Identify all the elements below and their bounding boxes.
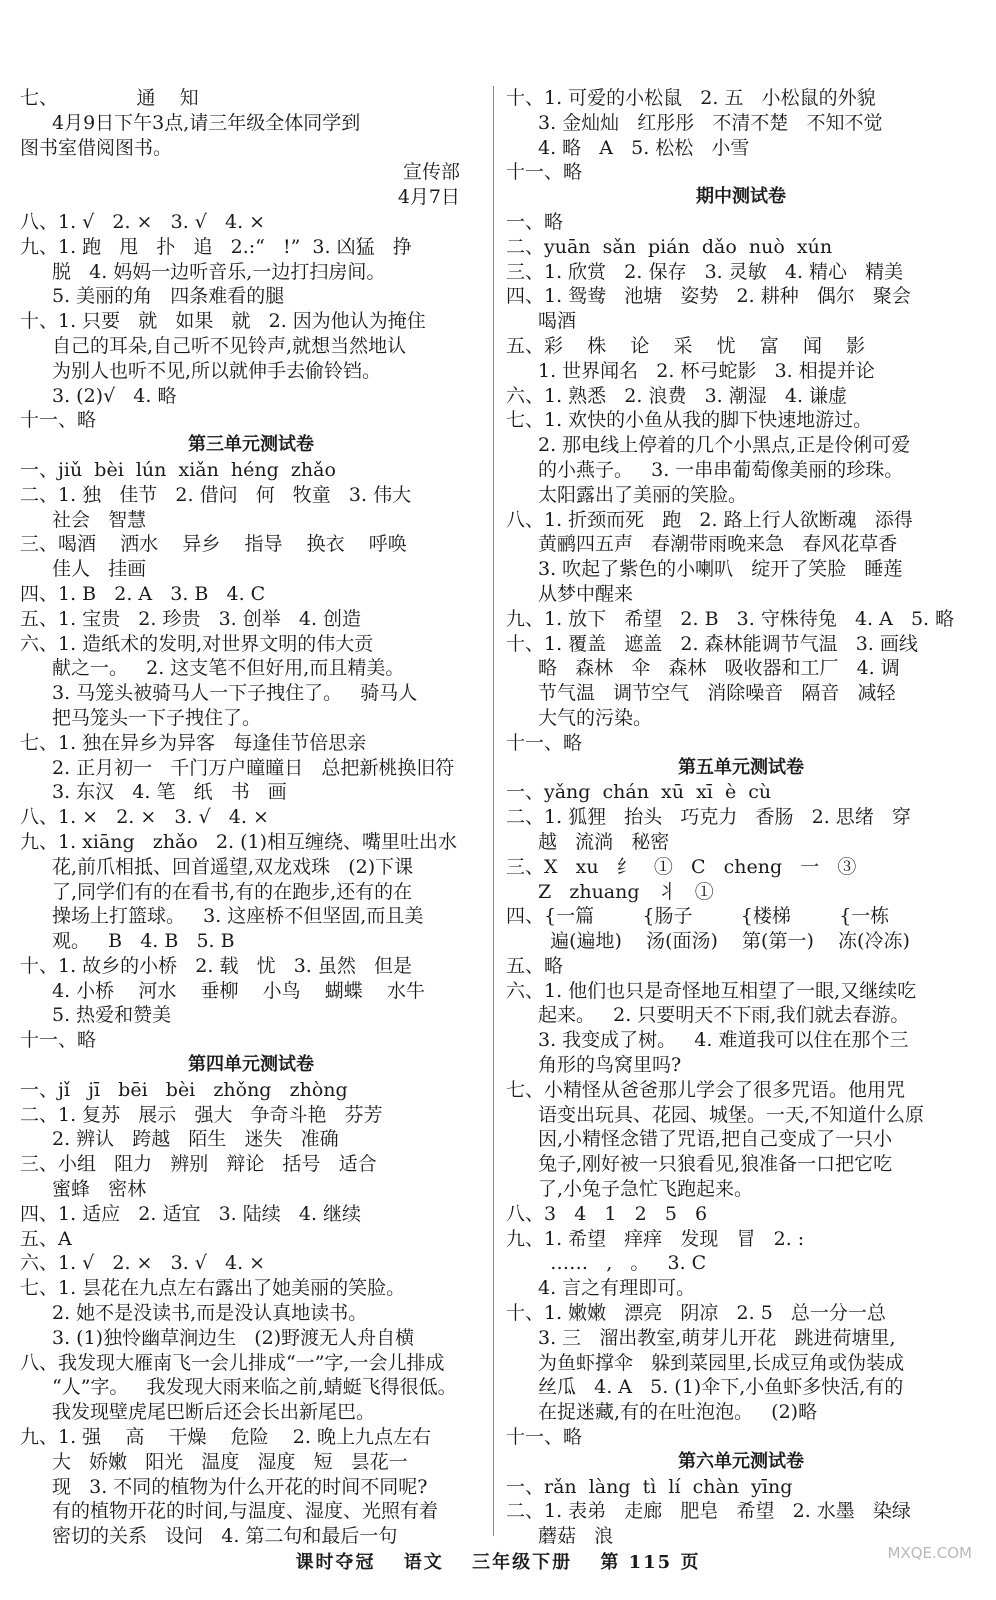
answer-line: 一、jǐ jī bēi bèi zhǒng zhòng — [20, 1078, 348, 1101]
answer-line: 七、1. 独在异乡为异客 每逢佳节倍思亲 — [20, 731, 367, 754]
answer-line: 3. 东汉 4. 笔 纸 书 画 — [52, 781, 287, 804]
answer-line: 4. 言之有理即可。 — [538, 1277, 696, 1300]
answer-line: 为鱼虾撑伞 躲到菜园里,长成豆角或伪装成 — [538, 1351, 905, 1374]
subject-label: 语文 — [403, 1552, 444, 1573]
answer-line: 的小燕子。 3. 一串串葡萄像美丽的珍珠。 — [538, 458, 904, 481]
answer-line: 八、我发现大雁南飞一会儿排成“一”字,一会儿排成 — [20, 1351, 445, 1374]
answer-line: 1. 世界闻名 2. 杯弓蛇影 3. 相提并论 — [538, 359, 875, 382]
answer-line: 图书室借阅图书。 — [20, 136, 173, 159]
answer-line: 六、1. 熟悉 2. 浪费 3. 潮湿 4. 谦虚 — [506, 384, 848, 407]
answer-line: 角形的鸟窝里吗? — [538, 1054, 682, 1077]
answer-line: 三、小组 阻力 辨别 辩论 括号 适合 — [20, 1153, 377, 1176]
answer-line: 观。 B 4. B 5. B — [52, 930, 235, 953]
watermark: MXQE.COM — [887, 1544, 972, 1562]
book-title: 课时夺冠 — [295, 1552, 376, 1573]
answer-line: 黄鹂四五声 春潮带雨晚来急 春风花草香 — [538, 533, 898, 556]
answer-line: 十、1. 只要 就 如果 就 2. 因为他认为掩住 — [20, 310, 426, 333]
answer-line: 把马笼头一下子拽住了。 — [52, 706, 262, 729]
answer-line: 蜜蜂 密林 — [52, 1178, 147, 1201]
answer-line: 四、1. B 2. A 3. B 4. C — [20, 582, 266, 605]
answer-line: 佳人 挂画 — [52, 558, 147, 581]
answer-line: 献之一。 2. 这支笔不但好用,而且精美。 — [52, 657, 405, 680]
answer-line: 大气的污染。 — [538, 706, 653, 729]
answer-line: 越 流淌 秘密 — [538, 830, 670, 853]
left-answer-column — [20, 86, 482, 1549]
answer-line: 九、1. 放下 希望 2. B 3. 守株待兔 4. A 5. 略 — [506, 607, 955, 630]
answer-line: 九、1. 强 高 干燥 危险 2. 晚上九点左右 — [20, 1426, 431, 1449]
answer-line: 我发现壁虎尾巴断后还会长出新尾巴。 — [52, 1401, 376, 1424]
answer-line: 十一、略 — [506, 731, 583, 754]
answer-line: Z zhuang 丬 ① — [538, 880, 714, 903]
answer-line: 花,前爪相抵、回首遥望,双龙戏珠 (2)下课 — [52, 855, 414, 878]
answer-line: 六、1. 他们也只是奇怪地互相望了一眼,又继续吃 — [506, 979, 917, 1002]
answer-line: 十一、略 — [20, 409, 97, 432]
answer-line: 八、1. × 2. × 3. √ 4. × — [20, 806, 269, 829]
answer-line: 5. 美丽的角 四条难看的腿 — [52, 285, 285, 308]
answer-line: 十、1. 嫩嫩 漂亮 阴凉 2. 5 总一分一总 — [506, 1302, 886, 1325]
answer-line: 一、yǎng chán xū xī è cù — [506, 781, 772, 804]
answer-line: 4月9日下午3点,请三年级全体同学到 — [52, 111, 361, 134]
answer-line: “人”字。 我发现大雨来临之前,蜻蜓飞得很低。 — [52, 1376, 457, 1399]
answer-line: 四、{一篇 {肠子 {楼梯 {一栋 — [506, 905, 890, 928]
answer-line: 了,同学们有的在看书,有的在跑步,还有的在 — [52, 880, 413, 903]
answer-line: 因,小精怪念错了咒语,把自己变成了一只小 — [538, 1128, 893, 1151]
answer-line: 喝酒 — [538, 310, 577, 333]
answer-line: 二、1. 狐狸 抬头 巧克力 香肠 2. 思绪 穿 — [506, 806, 911, 829]
answer-line: 二、yuān sǎn pián dǎo nuò xún — [506, 235, 833, 258]
answer-line: 四、1. 鸳鸯 池塘 姿势 2. 耕种 偶尔 聚会 — [506, 285, 911, 308]
answer-line: 六、1. √ 2. × 3. √ 4. × — [20, 1252, 266, 1275]
answer-line: 4. 小桥 河水 垂柳 小鸟 蝴蝶 水牛 — [52, 979, 425, 1002]
section-heading: 第四单元测试卷 — [188, 1054, 314, 1076]
answer-line: 2. 那电线上停着的几个小黑点,正是伶俐可爱 — [538, 434, 911, 457]
answer-line: 八、3 4 1 2 5 6 — [506, 1202, 708, 1225]
answer-line: 3. 三 溜出教室,萌芽儿开花 跳进荷塘里, — [538, 1326, 896, 1349]
answer-line: 3. (1)独怜幽草涧边生 (2)野渡无人舟自横 — [52, 1326, 415, 1349]
answer-line: 二、1. 独 佳节 2. 借问 何 牧童 3. 伟大 — [20, 483, 412, 506]
answer-line: 起来。 2. 只要明天不下雨,我们就去春游。 — [538, 1004, 910, 1027]
answer-line: 七、 通 知 — [20, 87, 199, 109]
answer-line: 从梦中醒来 — [538, 582, 634, 605]
answer-line: 密切的关系 设问 4. 第二句和最后一句 — [52, 1525, 398, 1548]
answer-line: 语变出玩具、花园、城堡。一天,不知道什么原 — [538, 1103, 925, 1126]
answer-line: 在捉迷藏,有的在吐泡泡。 (2)略 — [538, 1401, 818, 1424]
answer-line: 十、1. 覆盖 遮盖 2. 森林能调节气温 3. 画线 — [506, 632, 918, 655]
answer-line: 略 森林 伞 森林 吸收器和工厂 4. 调 — [538, 657, 900, 680]
answer-line: 2. 正月初一 千门万户曈曈日 总把新桃换旧符 — [52, 756, 455, 779]
answer-line: 十、1. 故乡的小桥 2. 载 忧 3. 虽然 但是 — [20, 954, 412, 977]
answer-line: 七、1. 欢快的小鱼从我的脚下快速地游过。 — [506, 409, 873, 432]
answer-line: 十一、略 — [506, 1426, 583, 1449]
answer-line: 一、rǎn làng tì lí chàn yīng — [506, 1475, 793, 1498]
answer-line: 4. 略 A 5. 松松 小雪 — [538, 136, 750, 159]
answer-line: 3. 吹起了紫色的小喇叭 绽开了笑脸 睡莲 — [538, 558, 903, 581]
answer-line: 五、彩 株 论 采 忧 富 闻 影 — [506, 334, 866, 357]
answer-line: 十一、略 — [20, 1029, 97, 1052]
answer-line: 宣传部 — [402, 161, 460, 184]
answer-line: 六、1. 造纸术的发明,对世界文明的伟大贡 — [20, 632, 374, 655]
answer-line: 3. (2)√ 4. 略 — [52, 384, 177, 407]
answer-line: 七、1. 昙花在九点左右露出了她美丽的笑脸。 — [20, 1277, 406, 1300]
answer-line: 三、1. 欣赏 2. 保存 3. 灵敏 4. 精心 精美 — [506, 260, 904, 283]
answer-line: 二、1. 表弟 走廊 肥皂 希望 2. 水墨 染绿 — [506, 1500, 911, 1523]
answer-line: 九、1. 希望 痒痒 发现 冒 2. : — [506, 1227, 805, 1250]
answer-line: 为别人也听不见,所以就伸手去偷铃铛。 — [52, 359, 382, 382]
answer-line: 一、jiǔ bèi lún xiǎn héng zhǎo — [20, 458, 336, 481]
answer-line: 八、1. 折颈而死 跑 2. 路上行人欲断魂 添得 — [506, 508, 913, 531]
column-divider — [493, 86, 494, 1536]
answer-line: 自己的耳朵,自己听不见铃声,就想当然地认 — [52, 334, 407, 357]
answer-line: 十、1. 可爱的小松鼠 2. 五 小松鼠的外貌 — [506, 87, 876, 109]
answer-line: 丝瓜 4. A 5. (1)伞下,小鱼虾多快活,有的 — [538, 1376, 904, 1399]
answer-line: 脱 4. 妈妈一边听音乐,一边打扫房间。 — [52, 260, 386, 283]
answer-line: 七、小精怪从爸爸那儿学会了很多咒语。他用咒 — [506, 1078, 906, 1101]
answer-line: 五、A — [20, 1227, 72, 1250]
answer-line: 十一、略 — [506, 161, 583, 184]
answer-line: 现 3. 不同的植物为什么开花的时间不同呢? — [52, 1475, 428, 1498]
page-footer — [0, 1548, 996, 1574]
answer-line: 太阳露出了美丽的笑脸。 — [538, 483, 748, 506]
answer-line: 5. 热爱和赞美 — [52, 1004, 172, 1027]
answer-line: 3. 我变成了树。 4. 难道我可以住在那个三 — [538, 1029, 909, 1052]
answer-line: 九、1. 跑 甩 扑 追 2.:“ !” 3. 凶猛 挣 — [20, 235, 412, 258]
answer-line: 节气温 调节空气 消除噪音 隔音 减轻 — [538, 682, 896, 705]
answer-line: 社会 智慧 — [52, 508, 147, 531]
answer-line: 4月7日 — [397, 186, 460, 209]
page-number: 第 115 页 — [600, 1552, 701, 1573]
section-heading: 期中测试卷 — [696, 186, 786, 208]
grade-label: 三年级下册 — [472, 1552, 573, 1573]
answer-line: 遍(遍地) 汤(面汤) 第(第一) 冻(冷冻) — [538, 930, 910, 953]
answer-line: 三、喝酒 洒水 异乡 指导 换衣 呼唤 — [20, 533, 407, 556]
answer-line: 操场上打篮球。 3. 这座桥不但坚固,而且美 — [52, 905, 424, 928]
answer-line: 大 娇嫩 阳光 温度 湿度 短 昙花一 — [52, 1450, 408, 1473]
answer-line: 2. 辨认 跨越 陌生 迷失 准确 — [52, 1128, 339, 1151]
answer-line: 二、1. 复苏 展示 强大 争奇斗艳 芬芳 — [20, 1103, 383, 1126]
answer-line: 3. 金灿灿 红彤彤 不清不楚 不知不觉 — [538, 111, 883, 134]
answer-line: 兔子,刚好被一只狼看见,狼准备一口把它吃 — [538, 1153, 893, 1176]
answer-line: 一、略 — [506, 210, 564, 233]
section-heading: 第六单元测试卷 — [678, 1450, 804, 1472]
answer-line: 有的植物开花的时间,与温度、湿度、光照有着 — [52, 1500, 439, 1523]
answer-line: 四、1. 适应 2. 适宜 3. 陆续 4. 继续 — [20, 1202, 362, 1225]
answer-line: 三、X xu 纟 ① C cheng 一 ③ — [506, 855, 857, 878]
right-answer-column — [506, 86, 976, 1549]
section-heading: 第五单元测试卷 — [678, 756, 804, 778]
answer-line: 了,小兔子急忙飞跑起来。 — [538, 1178, 754, 1201]
answer-line: 2. 她不是没读书,而是没认真地读书。 — [52, 1302, 368, 1325]
answer-line: 五、1. 宝贵 2. 珍贵 3. 创举 4. 创造 — [20, 607, 362, 630]
answer-line: …… , 。 3. C — [538, 1252, 707, 1275]
section-heading: 第三单元测试卷 — [188, 434, 314, 456]
answer-line: 五、略 — [506, 954, 564, 977]
answer-line: 蘑菇 浪 — [538, 1525, 614, 1548]
answer-line: 九、1. xiāng zhǎo 2. (1)相互缠绕、嘴里吐出水 — [20, 830, 458, 853]
answer-line: 3. 马笼头被骑马人一下子拽住了。 骑马人 — [52, 682, 418, 705]
answer-line: 八、1. √ 2. × 3. √ 4. × — [20, 210, 266, 233]
